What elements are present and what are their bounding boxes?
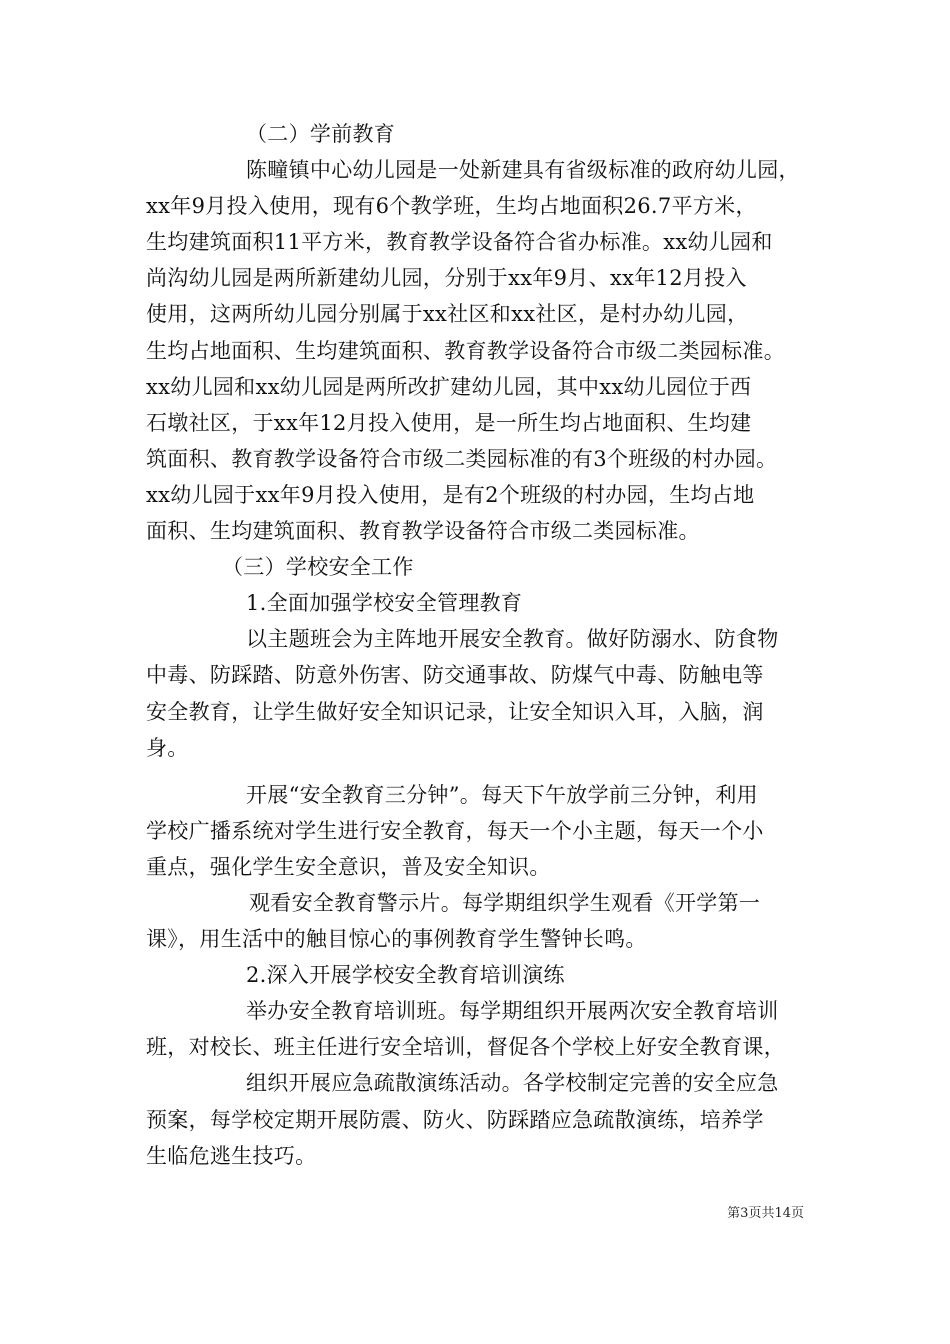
- paragraph-line: 安全教育，让学生做好安全知识记录，让安全知识入耳，入脑，润: [146, 699, 764, 724]
- paragraph-gap: [146, 766, 811, 777]
- paragraph-line: 组织开展应急疏散演练活动。各学校制定完善的安全应急: [246, 1071, 779, 1096]
- section-heading-school-safety: （三）学校安全工作: [222, 555, 414, 580]
- paragraph-line: 面积、生均建筑面积、教育教学设备符合市级二类园标准。: [146, 519, 700, 544]
- paragraph-line: 举办安全教育培训班。每学期组织开展两次安全教育培训: [246, 999, 779, 1024]
- paragraph-line: 生均占地面积、生均建筑面积、教育教学设备符合市级二类园标准。: [146, 338, 785, 363]
- paragraph-line: 以主题班会为主阵地开展安全教育。做好防溺水、防食物: [246, 627, 779, 652]
- paragraph-line: 身。: [146, 735, 189, 760]
- subsection-heading-2: 2.深入开展学校安全教育培训演练: [246, 963, 565, 988]
- paragraph-line: 陈疃镇中心幼儿园是一处新建具有省级标准的政府幼儿园，: [246, 158, 800, 183]
- paragraph-line: 观看安全教育警示片。每学期组织学生观看《开学第一: [249, 890, 761, 915]
- paragraph-line: 筑面积、教育教学设备符合市级二类园标准的有3个班级的村办园。: [146, 446, 778, 471]
- paragraph-line: 尚沟幼儿园是两所新建幼儿园，分别于xx年9月、xx年12月投入: [146, 266, 747, 291]
- page-number: 第3页共14页: [727, 1206, 804, 1221]
- section-heading-preschool: （二）学前教育: [246, 122, 396, 146]
- paragraph-line: 石墩社区，于xx年12月投入使用，是一所生均占地面积、生均建: [146, 410, 752, 435]
- subsection-heading-1: 1.全面加强学校安全管理教育: [246, 591, 523, 616]
- paragraph-line: 预案，每学校定期开展防震、防火、防踩踏应急疏散演练，培养学: [146, 1107, 764, 1132]
- paragraph-line: 生临危逃生技巧。: [146, 1143, 317, 1168]
- paragraph-line: 使用，这两所幼儿园分别属于xx社区和xx社区，是村办幼儿园，: [146, 302, 749, 327]
- paragraph-line: xx幼儿园于xx年9月投入使用，是有2个班级的村办园，生均占地: [146, 482, 755, 507]
- paragraph-line: 班，对校长、班主任进行安全培训，督促各个学校上好安全教育课，: [146, 1035, 785, 1060]
- paragraph-line: xx幼儿园和xx幼儿园是两所改扩建幼儿园，其中xx幼儿园位于西: [146, 374, 752, 399]
- paragraph-line: 生均建筑面积11平方米，教育教学设备符合省办标准。xx幼儿园和: [146, 230, 773, 255]
- document-body: [146, 116, 811, 1174]
- paragraph-line: 重点，强化学生安全意识，普及安全知识。: [146, 854, 551, 879]
- paragraph-line: xx年9月投入使用，现有6个教学班，生均占地面积26.7平方米，: [146, 194, 757, 219]
- paragraph-line: 开展“安全教育三分钟”。每天下午放学前三分钟，利用: [246, 782, 758, 807]
- paragraph-line: 学校广播系统对学生进行安全教育，每天一个小主题，每天一个小: [146, 818, 764, 843]
- paragraph-line: 课》，用生活中的触目惊心的事例教育学生警钟长鸣。: [146, 927, 647, 952]
- paragraph-line: 中毒、防踩踏、防意外伤害、防交通事故、防煤气中毒、防触电等: [146, 663, 764, 688]
